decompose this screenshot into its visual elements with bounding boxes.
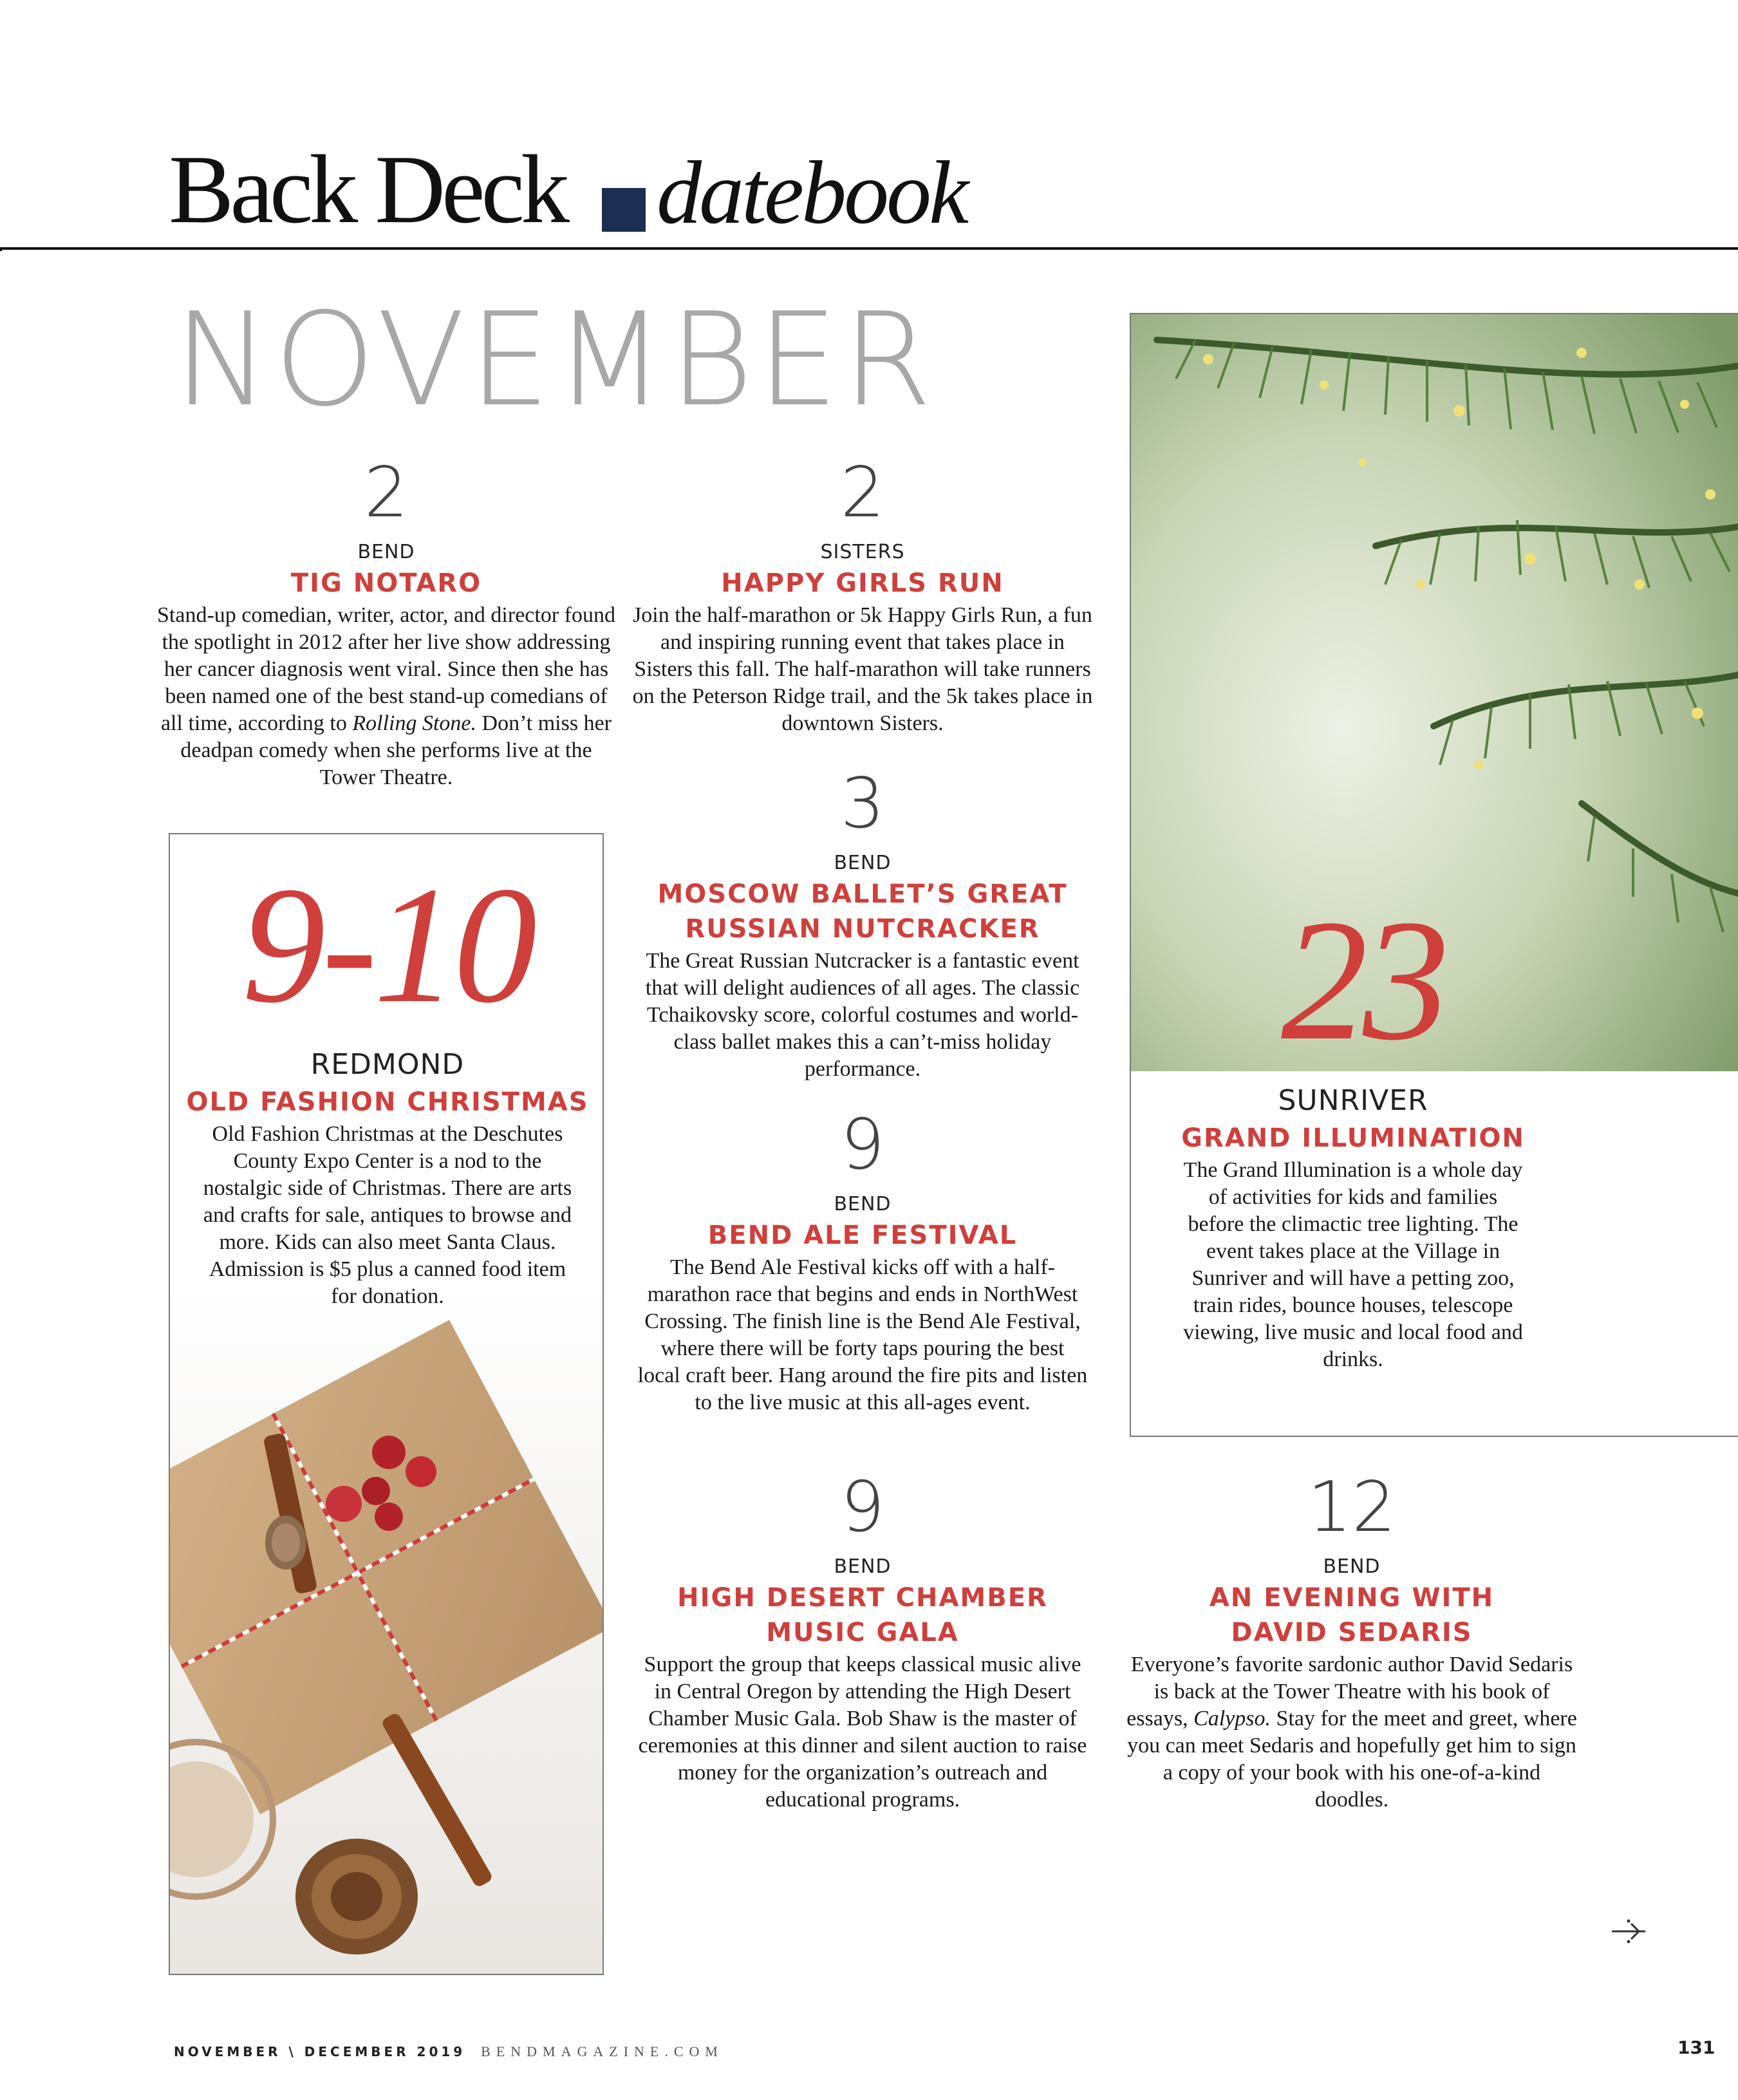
event-day-large: 9-10 bbox=[241, 852, 534, 1038]
footer-site-link[interactable]: BENDMAGAZINE.COM bbox=[481, 2043, 724, 2059]
event-happy-girls-run bbox=[631, 453, 1094, 737]
event-title: HIGH DESERT CHAMBER MUSIC GALA bbox=[677, 1583, 1048, 1647]
event-tig-notaro bbox=[154, 453, 618, 791]
header-rule bbox=[0, 247, 1738, 250]
event-description: Stand-up comedian, writer, actor, and director found the spotlight in 2012 after her live show addressing her cancer diagnosis went viral. Since then she has been named one of the best stand-up comedians of all time, according to Rolling Stone. Don’t miss her deadpan comedy when she performs live at the Tower Theatre. bbox=[157, 603, 615, 789]
event-city: BEND bbox=[834, 1193, 892, 1215]
gift-photo bbox=[170, 1285, 604, 1975]
event-old-fashion-christmas bbox=[170, 1048, 604, 1310]
event-title: GRAND ILLUMINATION bbox=[1181, 1123, 1525, 1153]
event-description: The Bend Ale Festival kicks off with a half-marathon race that begins and ends in NorthWest Crossing. The finish line is the Bend Ale Festival, where there will be forty taps pouring the best local craft beer. Hang around the fire pits and listen to the live music at this all-ages event. bbox=[637, 1255, 1088, 1414]
book-title: Calypso. bbox=[1193, 1707, 1271, 1730]
event-title: TIG NOTARO bbox=[290, 568, 482, 598]
event-description: Join the half-marathon or 5k Happy Girls Run, a fun and inspiring running event that takes place in Sisters this fall. The half-marathon will take runners on the Peterson Ridge trail, and the 5k takes place in downtown Sisters. bbox=[632, 603, 1093, 735]
month-heading: NOVEMBER bbox=[174, 285, 936, 435]
event-moscow-ballet bbox=[637, 764, 1088, 1083]
event-high-desert-chamber bbox=[637, 1467, 1088, 1814]
event-title: OLD FASHION CHRISTMAS bbox=[186, 1087, 589, 1117]
event-city: SUNRIVER bbox=[1278, 1084, 1428, 1117]
event-bend-ale-festival bbox=[637, 1105, 1088, 1416]
section-subtitle: datebook bbox=[657, 143, 967, 243]
event-day: 3 bbox=[840, 764, 885, 844]
event-description: The Grand Illumination is a whole day of activities for kids and families before the climactic tree lighting. The event takes place at the Village in Sunriver and will have a petting zoo, train rides, bounce houses, telescope viewing, live music and local food and drinks. bbox=[1183, 1158, 1523, 1371]
event-day: 12 bbox=[1307, 1467, 1396, 1548]
section-title: Back Deck bbox=[169, 135, 566, 243]
page-number: 131 bbox=[1677, 2037, 1715, 2058]
event-title: HAPPY GIRLS RUN bbox=[721, 568, 1004, 598]
event-day-large: 23 bbox=[1281, 884, 1444, 1076]
event-day: 2 bbox=[364, 453, 409, 533]
event-description: Support the group that keeps classical music alive in Central Oregon by attending the High Desert Chamber Music Gala. Bob Shaw is the master of ceremonies at this dinner and silent auction to raise money for the organization’s outreach and educational programs. bbox=[638, 1653, 1087, 1812]
event-day: 9 bbox=[840, 1467, 885, 1548]
event-city: SISTERS bbox=[820, 541, 905, 563]
event-david-sedaris bbox=[1126, 1467, 1577, 1814]
end-mark-icon bbox=[1609, 1918, 1648, 1944]
event-city: REDMOND bbox=[310, 1048, 465, 1081]
event-description: The Great Russian Nutcracker is a fantastic event that will delight audiences of all ages. The classic Tchaikovsky score, colorful costumes and world-class ballet makes this a can’t-miss holiday performance. bbox=[645, 949, 1080, 1081]
sunriver-feature-box bbox=[1130, 313, 1738, 1437]
event-city: BEND bbox=[834, 1555, 892, 1578]
event-title: MOSCOW BALLET’S GREAT RUSSIAN NUTCRACKER bbox=[657, 879, 1068, 944]
event-description: Everyone’s favorite sardonic author David Sedaris is back at the Tower Theatre with his book of essays, Calypso. Stay for the meet and greet, where you can meet Sedaris and hopefully get him to sign a copy of your book with his one-of-a-kind doodles. bbox=[1126, 1653, 1577, 1812]
event-title: AN EVENING WITH DAVID SEDARIS bbox=[1209, 1583, 1495, 1647]
event-grand-illumination bbox=[1131, 1084, 1575, 1373]
event-description: Old Fashion Christmas at the Deschutes County Expo Center is a nod to the nostalgic side of Christmas. There are arts and crafts for sale, antiques to browse and more. Kids can also meet Santa Claus. Admission is $5 plus a canned food item for donation. bbox=[203, 1122, 572, 1308]
event-day: 9 bbox=[840, 1105, 885, 1185]
publication-name: Rolling Stone. bbox=[352, 711, 477, 735]
section-square-icon bbox=[602, 188, 646, 232]
event-city: BEND bbox=[834, 852, 892, 874]
footer-issue: NOVEMBER \ DECEMBER 2019 BENDMAGAZINE.COM bbox=[174, 2043, 724, 2059]
event-city: BEND bbox=[1323, 1555, 1381, 1578]
redmond-feature-box bbox=[169, 833, 604, 1975]
event-day: 2 bbox=[840, 453, 885, 533]
event-city: BEND bbox=[357, 541, 415, 563]
event-title: BEND ALE FESTIVAL bbox=[707, 1221, 1018, 1250]
